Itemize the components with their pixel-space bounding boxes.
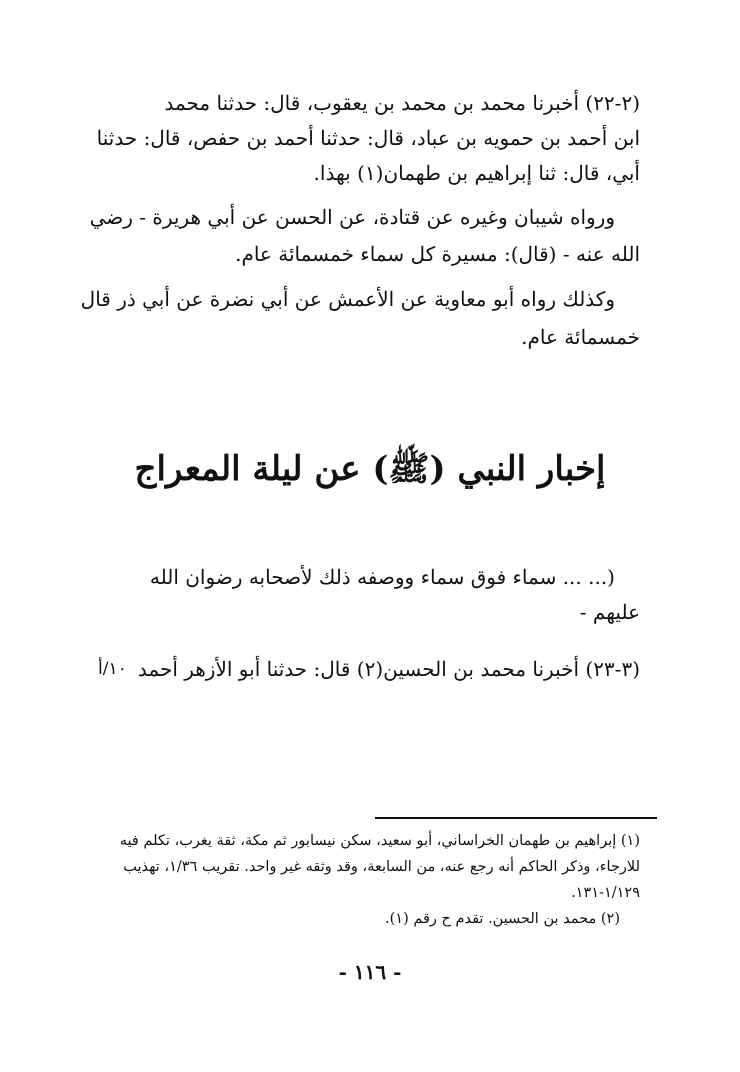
paragraph-line: عليهم - bbox=[579, 600, 640, 624]
paragraph-line: (٣-٢٣) أخبرنا محمد بن الحسين(٢) قال: حدثنا أبو الأزهر أحمد bbox=[137, 657, 640, 681]
paragraph-line: ابن أحمد بن حمويه بن عباد، قال: حدثنا أحمد بن حفص، قال: حدثنا bbox=[96, 126, 640, 150]
paragraph-line: ورواه شيبان وغيره عن قتادة، عن الحسن عن أبي هريرة - رضي bbox=[89, 205, 615, 229]
footnote-line: ١/١٢٩-١٣١. bbox=[571, 885, 640, 901]
paragraph-line: (٢-٢٢) أخبرنا محمد بن محمد بن يعقوب، قال: حدثنا محمد bbox=[164, 91, 640, 115]
paragraph-line: (... ... سماء فوق سماء ووصفه ذلك لأصحابه رضوان الله bbox=[149, 565, 615, 589]
paragraph-line: أبي، قال: ثنا إبراهيم بن طهمان(١) بهذا. bbox=[313, 161, 640, 185]
footnote-line: (١) إبراهيم بن طهمان الخراساني، أبو سعيد، سكن نيسابور ثم مكة، ثقة يغرب، تكلم فيه bbox=[119, 833, 640, 849]
footnote-line: (٢) محمد بن الحسين. تقدم ح رقم (١). bbox=[385, 911, 620, 927]
footnote-divider bbox=[375, 817, 657, 819]
paragraph-line: وكذلك رواه أبو معاوية عن الأعمش عن أبي نضرة عن أبي ذر قال bbox=[80, 287, 615, 311]
page-number: - ١١٦ - bbox=[338, 960, 402, 984]
section-title: إخبار النبي (ﷺ) عن ليلة المعراج bbox=[134, 449, 606, 489]
margin-folio-note: ١٠/أ bbox=[98, 659, 127, 679]
footnote-line: للارجاء، وذكر الحاكم أنه رجع عنه، من السابعة، وقد وثقه غير واحد. تقريب ١/٣٦، تهذيب bbox=[123, 859, 640, 875]
paragraph-line: الله عنه - (قال): مسيرة كل سماء خمسمائة عام. bbox=[235, 242, 640, 266]
paragraph-line: خمسمائة عام. bbox=[521, 325, 640, 349]
